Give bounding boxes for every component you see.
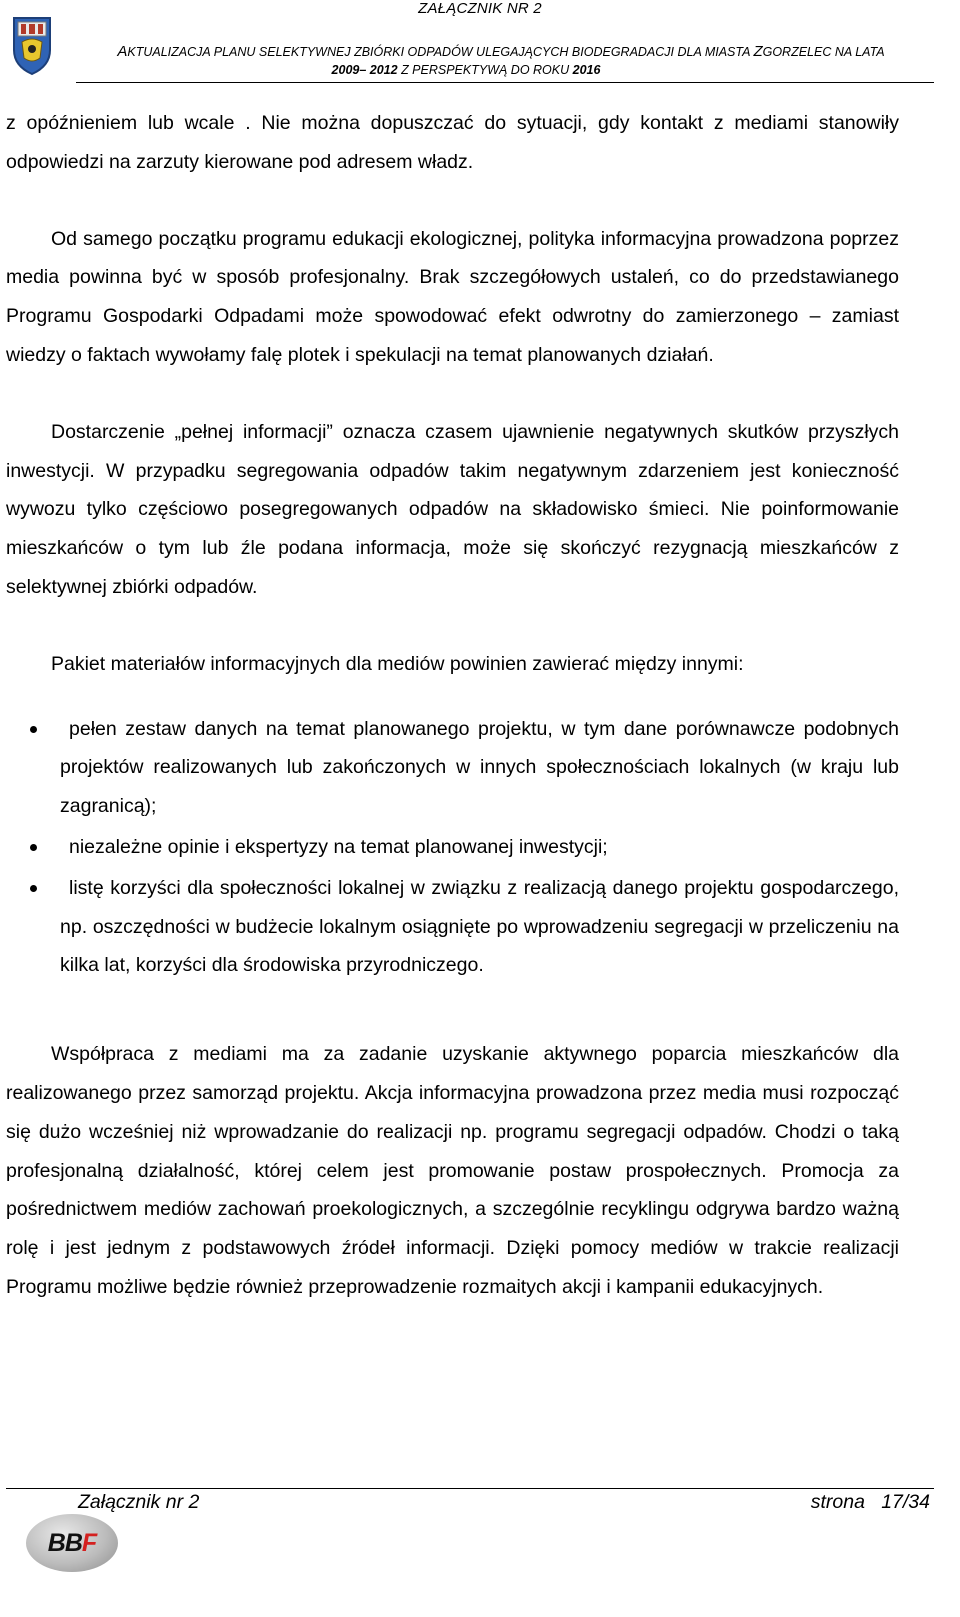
document-title-line2: 2009– 2012 Z PERSPEKTYWĄ DO ROKU 2016 [331,63,601,77]
attachment-label: ZAŁĄCZNIK NR 2 [418,0,542,17]
header-divider [76,82,934,83]
footer-attachment-label: Załącznik nr 2 [78,1491,200,1513]
paragraph-5: Współpraca z mediami ma za zadanie uzyskanie aktywnego poparcia mieszkańców dla realizowanego przez samorząd projektu. Akcja informacyjna prowadzona przez media musi rozpocząć się dużo wcześniej niż wprowadzanie do realizacji np. programu segregacji odpadów. Chodzi o taką profesjonalną działalność, której celem jest promowanie postaw prospołecznych. Promocja za pośrednictwem mediów zachowań proekologicznych, a szczególnie recyklingu odgrywa bardzo ważną rolę i jest jednym z podstawowych źródeł informacji. Dzięki pomocy mediów w trakcie realizacji Programu możliwe będzie również przeprowadzenie rozmaitych akcji i kampanii edukacyjnych. [6,1043,899,1298]
bullet-icon [30,885,37,892]
list-item: pełen zestaw danych na temat planowanego projektu, w tym dane porównawcze podobnych projektów realizowanych lub zakończonych w innych społecznościach lokalnych (w kraju lub zagranicą); [6,710,899,826]
paragraph-1: z opóźnieniem lub wcale . Nie można dopuszczać do sytuacji, gdy kontakt z mediami stanowiły odpowiedzi na zarzuty kierowane pod adresem władz. [6,112,899,173]
paragraph-4: Pakiet materiałów informacyjnych dla mediów powinien zawierać między innymi: [51,652,744,675]
footer-divider [6,1488,934,1489]
page-number: strona 17/34 [810,1491,930,1513]
bbf-logo [26,1514,118,1572]
list-item: niezależne opinie i ekspertyzy na temat planowanej inwestycji; [6,828,899,867]
document-title-line1: AKTUALIZACJA PLANU SELEKTYWNEJ ZBIÓRKI ODPADÓW ULEGAJĄCYCH BIODEGRADACJI DLA MIASTA ZGORZELEC NA LATA [117,43,885,60]
paragraph-2: Od samego początku programu edukacji ekologicznej, polityka informacyjna prowadzona poprzez media powinna być w sposób profesjonalny. Brak szczegółowych ustaleń, co do przedstawianego Programu Gospodarki Odpadami może spowodować efekt odwrotny do zamierzonego – zamiast wiedzy o faktach wywołamy falę plotek i spekulacji na temat planowanych działań. [6,227,899,366]
paragraph-3: Dostarczenie „pełnej informacji” oznacza czasem ujawnienie negatywnych skutków przyszłych inwestycji. W przypadku segregowania odpadów takim negatywnym zdarzeniem jest konieczność wywozu tylko częściowo posegregowanych odpadów na składowisko śmieci. Nie poinformowanie mieszkańców o tym lub źle podana informacja, może się skończyć rezygnacją mieszkańców z selektywnej zbiórki odpadów. [6,420,899,598]
bbf-logo-text: BBF [47,1529,97,1557]
bullet-icon [30,844,37,851]
page-body [6,104,899,1307]
page-header [0,0,960,84]
bullet-list [6,710,899,986]
city-crest-icon [8,14,56,76]
bullet-icon [30,726,37,733]
list-item: listę korzyści dla społeczności lokalnej w związku z realizacją danego projektu gospodarczego, np. oszczędności w budżecie lokalnym osiągnięte po wprowadzeniu segregacji w przeliczeniu na kilka lat, korzyści dla środowiska przyrodniczego. [6,869,899,985]
